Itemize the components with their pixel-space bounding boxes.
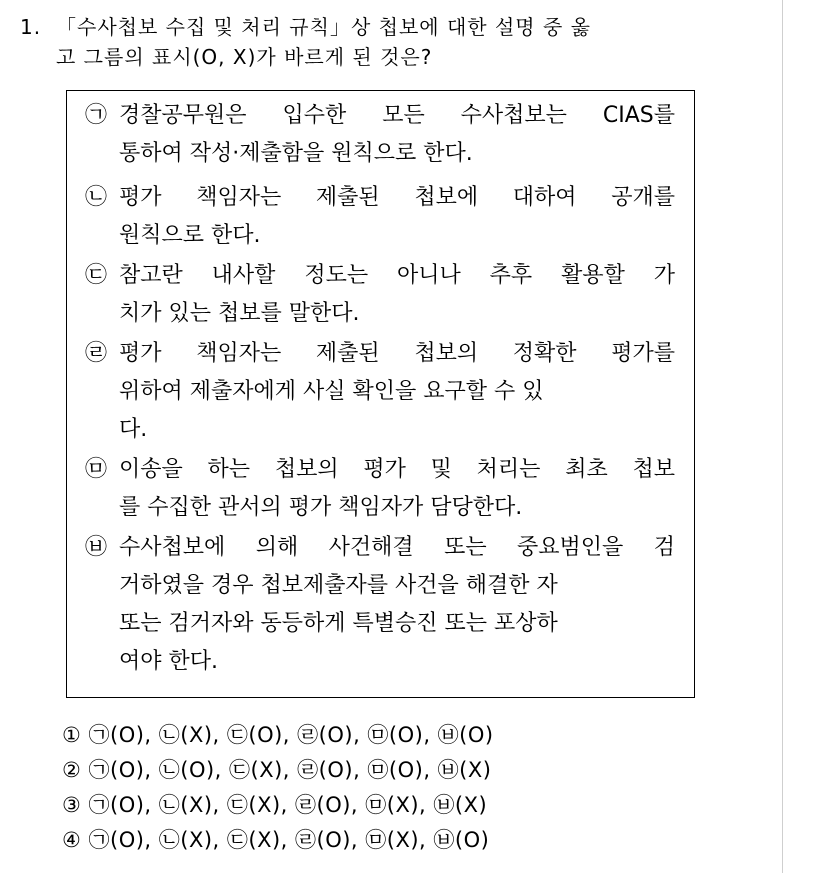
statement-item-4: [85, 335, 675, 449]
statement-text: 치가 있는 첩보를 말한다.: [119, 301, 360, 326]
question-text-line-1: 「수사첩보 수집 및 처리 규칙」상 첩보에 대한 설명 중 옳: [56, 15, 591, 39]
statement-text: 수사첩보에 의해 사건해결 또는 중요범인을 검: [119, 535, 675, 560]
question-text-line-2: 고 그름의 표시(O, X)가 바르게 된 것은?: [56, 45, 433, 69]
statement-text: 다.: [119, 417, 148, 442]
question-number: 1.: [20, 15, 42, 39]
statement-text: 경찰공무원은 입수한 모든 수사첩보는 CIAS를: [119, 103, 675, 128]
choice-3[interactable]: ③ ㉠(O), ㉡(X), ㉢(X), ㉣(O), ㉤(X), ㉥(X): [62, 793, 488, 817]
statement-text: 평가 책임자는 제출된 첩보의 정확한 평가를: [119, 341, 675, 366]
statement-mark: ㉢: [85, 263, 108, 288]
statement-text: 평가 책임자는 제출된 첩보에 대하여 공개를: [119, 185, 675, 210]
statement-mark: ㉡: [85, 185, 108, 210]
page-divider: [782, 0, 783, 873]
statement-text: 참고란 내사할 정도는 아니나 추후 활용할 가: [119, 263, 675, 288]
choice-1[interactable]: ① ㉠(O), ㉡(X), ㉢(O), ㉣(O), ㉤(O), ㉥(O): [62, 723, 494, 747]
statement-item-5: [85, 451, 675, 527]
statement-text: 통하여 작성·제출함을 원칙으로 한다.: [119, 141, 473, 166]
statement-item-1: [85, 97, 675, 173]
statement-mark: ㉥: [85, 535, 108, 560]
statement-text: 이송을 하는 첩보의 평가 및 처리는 최초 첩보: [119, 457, 675, 482]
statement-text: 거하였을 경우 첩보제출자를 사건을 해결한 자: [119, 573, 558, 598]
statement-item-6: [85, 529, 675, 681]
statement-text: 원칙으로 한다.: [119, 223, 261, 248]
statement-mark: ㉣: [85, 341, 108, 366]
statement-mark: ㉠: [85, 103, 108, 128]
statement-text: 여야 한다.: [119, 649, 218, 674]
question-stem: [20, 12, 760, 72]
statement-text: 위하여 제출자에게 사실 확인을 요구할 수 있: [119, 379, 544, 404]
statement-text: 또는 검거자와 동등하게 특별승진 또는 포상하: [119, 611, 558, 636]
statement-item-2: [85, 179, 675, 255]
statement-text: 를 수집한 관서의 평가 책임자가 담당한다.: [119, 495, 523, 520]
statement-box: [66, 90, 695, 698]
statement-item-3: [85, 257, 675, 333]
choice-4[interactable]: ④ ㉠(O), ㉡(X), ㉢(X), ㉣(O), ㉤(X), ㉥(O): [62, 828, 490, 852]
choice-2[interactable]: ② ㉠(O), ㉡(O), ㉢(X), ㉣(O), ㉤(O), ㉥(X): [62, 758, 492, 782]
statement-mark: ㉤: [85, 457, 108, 482]
answer-choices: [62, 718, 494, 858]
